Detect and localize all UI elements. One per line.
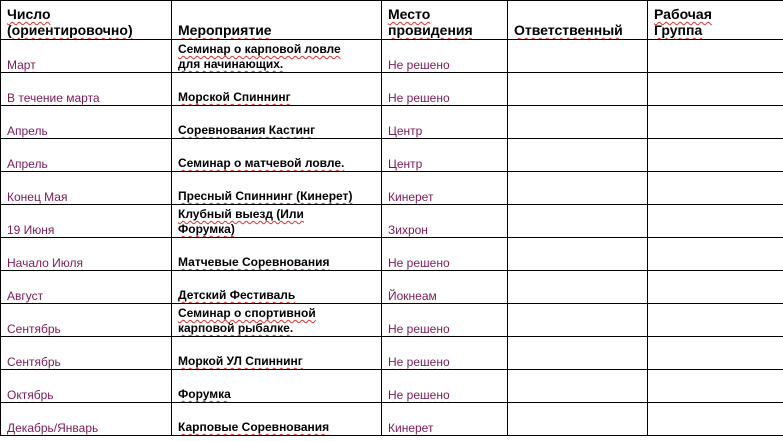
place-text: Йокнеам	[388, 289, 437, 303]
place-text: Не решено	[388, 256, 450, 270]
header-date-line1: Число	[7, 6, 51, 22]
responsible-cell[interactable]	[508, 139, 648, 172]
event-cell[interactable]	[172, 370, 382, 403]
workgroup-cell[interactable]	[648, 40, 783, 73]
workgroup-cell[interactable]	[648, 205, 783, 238]
date-cell[interactable]	[1, 238, 172, 271]
place-text: Кинерет	[388, 190, 434, 204]
workgroup-cell[interactable]	[648, 172, 783, 205]
event-cell[interactable]	[172, 172, 382, 205]
event-text-line1: Клубный выезд (Или	[178, 207, 304, 221]
workgroup-cell[interactable]	[648, 139, 783, 172]
responsible-cell[interactable]	[508, 40, 648, 73]
date-text: Август	[7, 289, 44, 303]
event-cell[interactable]	[172, 238, 382, 271]
place-text: Центр	[388, 124, 423, 138]
place-text: Центр	[388, 157, 423, 171]
table-row	[1, 370, 783, 403]
event-text-line1: Форумка	[178, 387, 231, 401]
place-cell[interactable]	[382, 40, 508, 73]
event-cell[interactable]	[172, 73, 382, 106]
date-text: Октябрь	[7, 388, 54, 402]
table-row	[1, 304, 783, 337]
event-text-line2: карповой рыбалке.	[178, 321, 294, 335]
place-cell[interactable]	[382, 172, 508, 205]
event-cell[interactable]	[172, 271, 382, 304]
responsible-cell[interactable]	[508, 238, 648, 271]
responsible-cell[interactable]	[508, 205, 648, 238]
workgroup-cell[interactable]	[648, 403, 783, 436]
date-cell[interactable]	[1, 139, 172, 172]
event-text-line1: Морской Спиннинг	[178, 90, 291, 104]
place-cell[interactable]	[382, 304, 508, 337]
workgroup-cell[interactable]	[648, 238, 783, 271]
responsible-cell[interactable]	[508, 73, 648, 106]
date-cell[interactable]	[1, 271, 172, 304]
date-text: Начало Июля	[7, 256, 84, 270]
event-cell[interactable]	[172, 304, 382, 337]
place-cell[interactable]	[382, 205, 508, 238]
workgroup-cell[interactable]	[648, 304, 783, 337]
date-cell[interactable]	[1, 337, 172, 370]
date-cell[interactable]	[1, 172, 172, 205]
date-cell[interactable]	[1, 370, 172, 403]
date-text: Апрель	[7, 157, 48, 171]
place-cell[interactable]	[382, 271, 508, 304]
date-text: 19 Июня	[7, 223, 55, 237]
place-cell[interactable]	[382, 403, 508, 436]
event-cell[interactable]	[172, 403, 382, 436]
date-text: Март	[7, 58, 36, 72]
header-event[interactable]	[172, 1, 382, 40]
date-cell[interactable]	[1, 403, 172, 436]
event-text-line2: для начинающих.	[178, 57, 284, 71]
header-workgroup-line2: Группа	[654, 22, 703, 38]
date-text: Сентябрь	[7, 355, 61, 369]
responsible-cell[interactable]	[508, 337, 648, 370]
event-text-line1: Детский Фестиваль	[178, 288, 296, 302]
date-cell[interactable]	[1, 304, 172, 337]
event-text-line1: Моркой УЛ Спиннинг	[178, 354, 303, 368]
workgroup-cell[interactable]	[648, 370, 783, 403]
event-text-line1: Карповые Соревнования	[178, 420, 330, 434]
event-cell[interactable]	[172, 337, 382, 370]
place-cell[interactable]	[382, 73, 508, 106]
table-row	[1, 403, 783, 436]
table-row	[1, 172, 783, 205]
responsible-cell[interactable]	[508, 304, 648, 337]
date-text: Апрель	[7, 124, 48, 138]
place-text: Зихрон	[388, 223, 428, 237]
place-text: Не решено	[388, 322, 450, 336]
event-cell[interactable]	[172, 139, 382, 172]
header-responsible-line2: Ответственный	[514, 22, 623, 38]
table-row	[1, 73, 783, 106]
responsible-cell[interactable]	[508, 172, 648, 205]
place-text: Не решено	[388, 91, 450, 105]
event-cell[interactable]	[172, 106, 382, 139]
event-text-line2: Форумка)	[178, 222, 235, 236]
responsible-cell[interactable]	[508, 403, 648, 436]
place-cell[interactable]	[382, 337, 508, 370]
table-row	[1, 106, 783, 139]
place-cell[interactable]	[382, 238, 508, 271]
place-cell[interactable]	[382, 139, 508, 172]
responsible-cell[interactable]	[508, 106, 648, 139]
event-text-line1: Матчевые Соревнования	[178, 255, 330, 269]
place-text: Кинерет	[388, 421, 434, 435]
date-text: Декабрь/Январь	[7, 421, 99, 435]
header-workgroup[interactable]	[648, 1, 783, 40]
table-row	[1, 139, 783, 172]
place-cell[interactable]	[382, 106, 508, 139]
date-text: В течение марта	[7, 91, 100, 105]
place-text: Не решено	[388, 355, 450, 369]
date-cell[interactable]	[1, 40, 172, 73]
header-date[interactable]	[1, 1, 172, 40]
table-row	[1, 205, 783, 238]
workgroup-cell[interactable]	[648, 106, 783, 139]
event-text-line1: Семинар о спортивной	[178, 306, 316, 320]
header-place[interactable]	[382, 1, 508, 40]
date-text: Конец Мая	[7, 190, 68, 204]
event-cell[interactable]	[172, 205, 382, 238]
responsible-cell[interactable]	[508, 271, 648, 304]
place-text: Не решено	[388, 58, 450, 72]
workgroup-cell[interactable]	[648, 337, 783, 370]
place-text: Не решено	[388, 388, 450, 402]
date-cell[interactable]	[1, 106, 172, 139]
event-text-line1: Соревнования Кастинг	[178, 123, 316, 137]
table-row	[1, 40, 783, 73]
event-text-line1: Пресный Спиннинг (Кинерет)	[178, 189, 353, 203]
date-text: Сентябрь	[7, 322, 61, 336]
place-cell[interactable]	[382, 370, 508, 403]
header-row	[1, 1, 783, 40]
header-place-line1: Место	[388, 6, 431, 22]
header-event-line2: Мероприятие	[178, 22, 272, 38]
workgroup-cell[interactable]	[648, 73, 783, 106]
header-responsible[interactable]	[508, 1, 648, 40]
workgroup-cell[interactable]	[648, 271, 783, 304]
table-row	[1, 238, 783, 271]
header-workgroup-line1: Рабочая	[654, 6, 712, 22]
event-text-line1: Семинар о карповой ловле	[178, 42, 341, 56]
header-place-line2: провидения	[388, 22, 473, 38]
table-row	[1, 271, 783, 304]
date-cell[interactable]	[1, 205, 172, 238]
responsible-cell[interactable]	[508, 370, 648, 403]
header-date-line2: (ориентировочно)	[7, 22, 133, 38]
event-cell[interactable]	[172, 40, 382, 73]
date-cell[interactable]	[1, 73, 172, 106]
event-text-line1: Семинар о матчевой ловле.	[178, 156, 345, 170]
table-row	[1, 337, 783, 370]
